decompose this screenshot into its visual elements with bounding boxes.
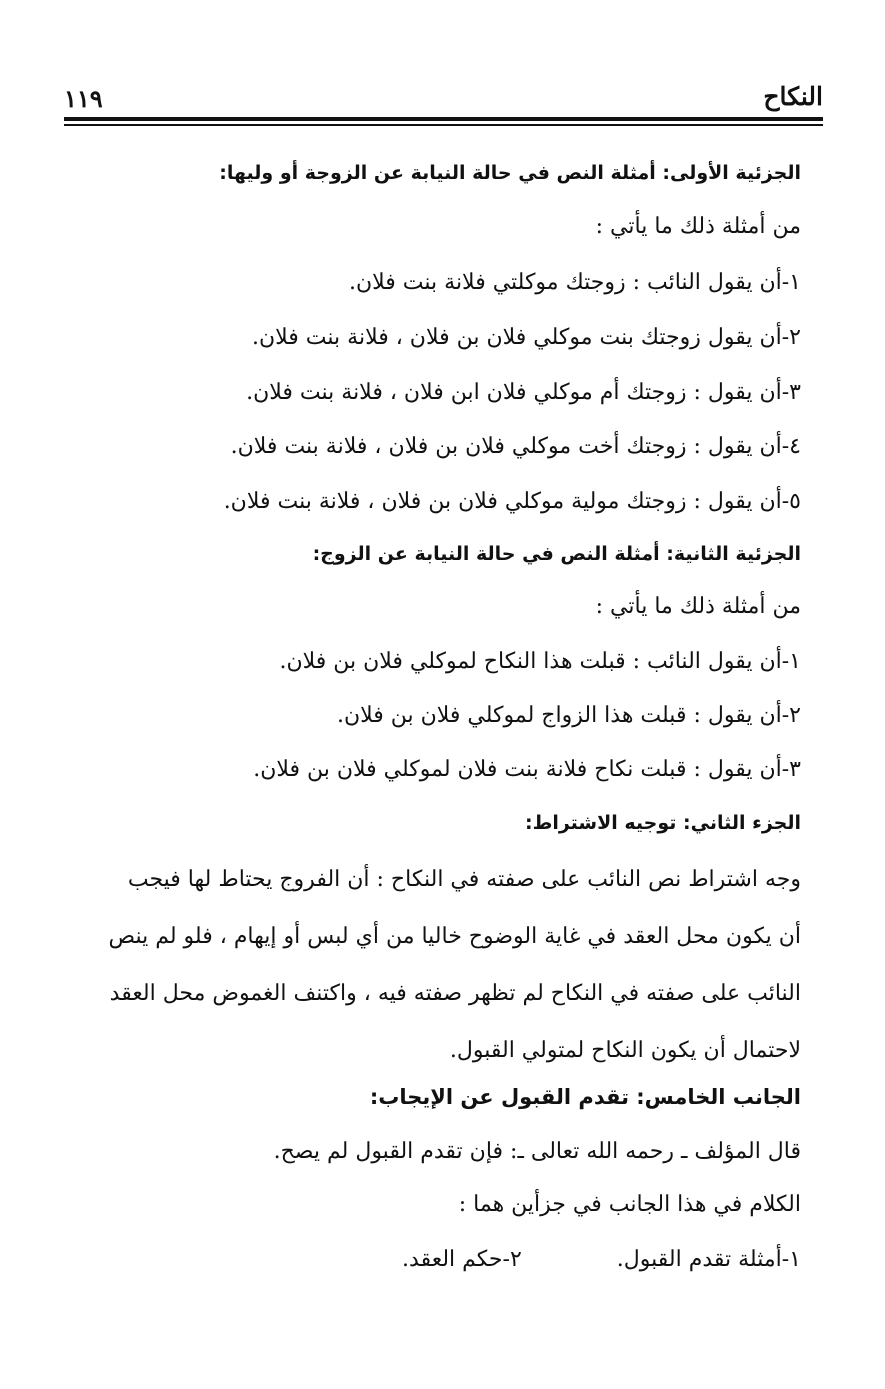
list-item: ٣-أن يقول : زوجتك أم موكلي فلان ابن فلان ، فلانة بنت فلان. <box>246 380 801 405</box>
running-head <box>64 82 823 118</box>
author-quote: قال المؤلف ـ رحمه الله تعالى ـ: فإن تقدم القبول لم يصح. <box>273 1139 801 1164</box>
list-item: ٢-أن يقول زوجتك بنت موكلي فلان بن فلان ، فلانة بنت فلان. <box>252 325 801 350</box>
section-heading-3: الجزء الثاني: توجيه الاشتراط: <box>525 812 801 834</box>
body-paragraph <box>68 851 801 1079</box>
part-item: ١-أمثلة تقدم القبول. <box>616 1247 801 1272</box>
paragraph-line: وجه اشتراط نص النائب على صفته في النكاح : أن الفروج يحتاط لها فيجب <box>127 867 801 892</box>
page-number: ١١٩ <box>64 84 103 113</box>
list-item: ٣-أن يقول : قبلت نكاح فلانة بنت فلان لموكلي فلان بن فلان. <box>253 757 801 782</box>
paragraph-line: النائب على صفته في النكاح لم تظهر صفته فيه ، واكتنف الغموض محل العقد <box>109 981 801 1006</box>
list-item: ٤-أن يقول : زوجتك أخت موكلي فلان بن فلان ، فلانة بنت فلان. <box>230 434 801 459</box>
parts-list <box>402 1245 801 1275</box>
running-title: النكاح <box>763 82 823 111</box>
section-intro-4: الكلام في هذا الجانب في جزأين هما : <box>458 1192 801 1217</box>
part-item: ٢-حكم العقد. <box>402 1247 522 1272</box>
list-item: ١-أن يقول النائب : قبلت هذا النكاح لموكلي فلان بن فلان. <box>279 649 801 674</box>
list-item: ٢-أن يقول : قبلت هذا الزواج لموكلي فلان بن فلان. <box>336 703 801 728</box>
paragraph-line: لاحتمال أن يكون النكاح لمتولي القبول. <box>449 1038 801 1063</box>
list-item: ١-أن يقول النائب : زوجتك موكلتي فلانة بنت فلان. <box>349 270 801 295</box>
section-intro-1: من أمثلة ذلك ما يأتي : <box>595 214 801 239</box>
list-item: ٥-أن يقول : زوجتك مولية موكلي فلان بن فلان ، فلانة بنت فلان. <box>223 489 801 514</box>
section-heading-1: الجزئية الأولى: أمثلة النص في حالة النيابة عن الزوجة أو وليها: <box>219 162 801 184</box>
section-heading-4: الجانب الخامس: تقدم القبول عن الإيجاب: <box>369 1085 801 1109</box>
header-rule-thin <box>64 124 823 126</box>
header-rule-thick <box>64 117 823 121</box>
paragraph-line: أن يكون محل العقد في غاية الوضوح خاليا من أي لبس أو إيهام ، فلو لم ينص <box>108 924 801 949</box>
section-intro-2: من أمثلة ذلك ما يأتي : <box>595 594 801 619</box>
section-heading-2: الجزئية الثانية: أمثلة النص في حالة النيابة عن الزوج: <box>312 543 801 565</box>
